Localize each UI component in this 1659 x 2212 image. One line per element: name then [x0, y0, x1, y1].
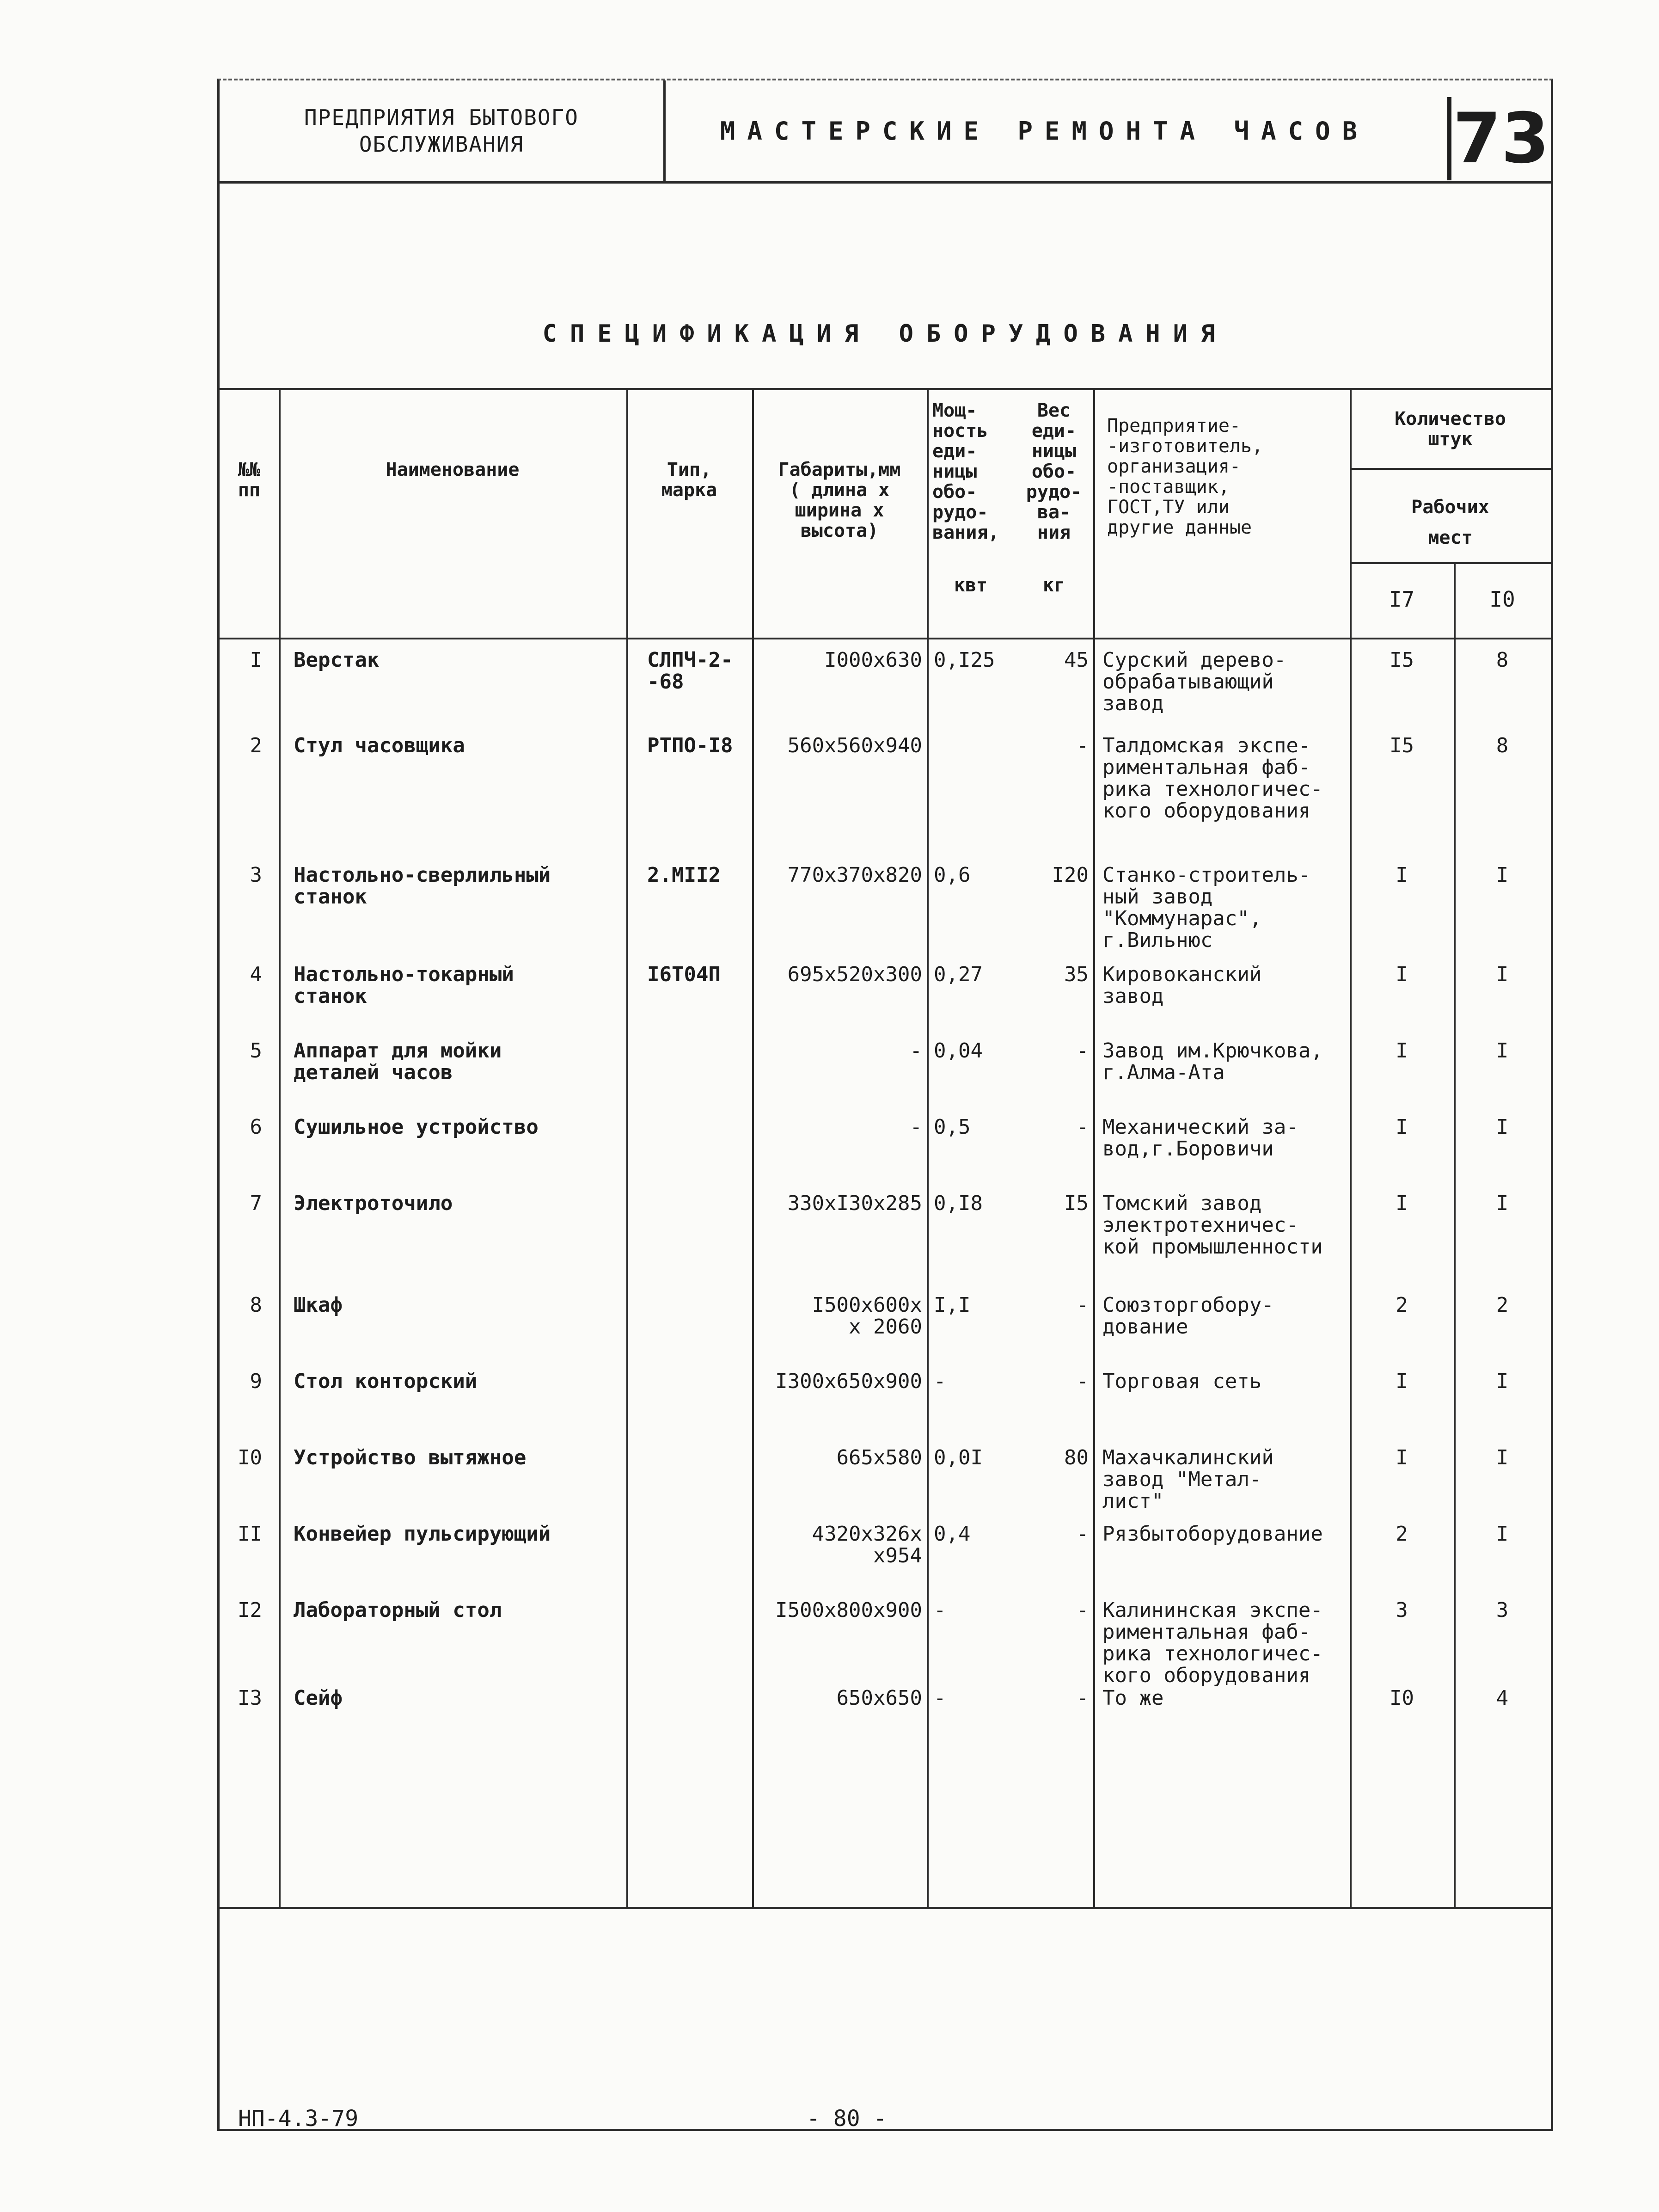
row-name: Устройство вытяжное: [294, 1446, 526, 1469]
header-dims: Габариты,мм ( длина х ширина х высота): [778, 459, 901, 541]
row-maker: Союзторгобору- дование: [1102, 1293, 1274, 1339]
row-power: -: [934, 1686, 946, 1710]
row-type: СЛПЧ-2- -68: [647, 648, 733, 694]
row-qty-10: I: [1496, 1522, 1509, 1546]
row-qty-17: 2: [1396, 1293, 1408, 1317]
row-power: 0,0I: [934, 1446, 983, 1469]
qty-header-line: [1350, 468, 1551, 470]
row-number: II: [238, 1522, 262, 1546]
row-qty-10: 8: [1496, 734, 1509, 757]
row-maker: Махачкалинский завод "Метал- лист": [1102, 1446, 1274, 1513]
row-qty-17: I: [1396, 1115, 1408, 1139]
row-qty-17: I: [1396, 1039, 1408, 1063]
row-name: Настольно-сверлильный станок: [294, 863, 551, 909]
header-name: Наименование: [386, 459, 520, 480]
row-type: РТПО-I8: [647, 734, 733, 757]
row-qty-17: 2: [1396, 1522, 1408, 1546]
row-qty-10: I: [1496, 1370, 1509, 1393]
row-power: 0,I8: [934, 1192, 983, 1215]
organization-cell: [220, 80, 666, 181]
row-name: Настольно-токарный станок: [294, 963, 514, 1008]
row-dimensions: 4320х326х х954: [812, 1522, 922, 1567]
row-weight: 45: [1064, 648, 1089, 672]
row-qty-10: 8: [1496, 648, 1509, 672]
row-dimensions: I300х650х900: [775, 1370, 922, 1393]
column-divider: [752, 390, 754, 1907]
row-number: I0: [238, 1446, 262, 1469]
row-maker: Станко-строитель- ный завод "Коммунарас", г.Вильнюс: [1102, 863, 1311, 952]
row-power: I,I: [934, 1293, 971, 1317]
row-power: 0,6: [934, 863, 971, 887]
document-title: МАСТЕРСКИЕ РЕМОНТА ЧАСОВ: [720, 116, 1370, 146]
row-type: I6Т04П: [647, 963, 721, 986]
row-weight: -: [1076, 734, 1089, 757]
row-maker: Торговая сеть: [1102, 1370, 1262, 1393]
row-maker: То же: [1102, 1686, 1164, 1710]
section-title: СПЕЦИФИКАЦИЯ ОБОРУДОВАНИЯ: [542, 320, 1228, 348]
column-divider: [1350, 390, 1352, 1907]
row-weight: I20: [1052, 863, 1089, 887]
row-qty-17: I: [1396, 1192, 1408, 1215]
row-qty-17: I: [1396, 863, 1408, 887]
row-dimensions: 695х520х300: [787, 963, 922, 986]
row-qty-10: 3: [1496, 1598, 1509, 1622]
row-dimensions: 330хI30х285: [787, 1192, 922, 1215]
row-weight: -: [1076, 1522, 1089, 1546]
sheet-number: 73: [1447, 97, 1551, 180]
row-number: 9: [250, 1370, 262, 1393]
header-qty: Количество штук: [1395, 408, 1506, 450]
row-qty-10: 2: [1496, 1293, 1509, 1317]
places-header-line: [1350, 562, 1551, 564]
row-maker: Механический за- вод,г.Боровичи: [1102, 1115, 1298, 1161]
row-number: I2: [238, 1598, 262, 1622]
row-power: 0,5: [934, 1115, 971, 1139]
organization-line-1: ПРЕДПРИЯТИЯ БЫТОВОГО: [304, 105, 579, 130]
row-power: -: [934, 1598, 946, 1622]
row-maker: Сурский дерево- обрабатывающий завод: [1102, 648, 1286, 715]
row-number: 4: [250, 963, 262, 986]
equipment-table: [220, 388, 1551, 1909]
title-block: [220, 80, 1551, 184]
row-dimensions: I000х630: [824, 648, 922, 672]
row-qty-17: I0: [1390, 1686, 1414, 1710]
row-name: Стол конторский: [294, 1370, 477, 1393]
header-bottom-line: [220, 638, 1551, 639]
organization-line-2: ОБСЛУЖИВАНИЯ: [359, 132, 524, 157]
row-qty-17: I: [1396, 1370, 1408, 1393]
row-name: Конвейер пульсирующий: [294, 1522, 551, 1546]
row-weight: -: [1076, 1293, 1089, 1317]
document-sheet: [217, 79, 1553, 2131]
header-power-unit: квт: [954, 575, 988, 596]
header-maker: Предприятие- -изготовитель, организация- -поставщик, ГОСТ,ТУ или другие данные: [1107, 415, 1263, 538]
row-qty-17: 3: [1396, 1598, 1408, 1622]
row-weight: -: [1076, 1686, 1089, 1710]
row-name: Верстак: [294, 648, 380, 672]
row-qty-10: 4: [1496, 1686, 1509, 1710]
row-dimensions: -: [910, 1039, 922, 1063]
page-number: - 80 -: [807, 2106, 887, 2132]
row-name: Лабораторный стол: [294, 1598, 502, 1622]
row-qty-17: I: [1396, 963, 1408, 986]
row-power: 0,4: [934, 1522, 971, 1546]
row-qty-10: I: [1496, 1039, 1509, 1063]
row-weight: -: [1076, 1598, 1089, 1622]
row-type: 2.МII2: [647, 863, 721, 887]
row-maker: Калининская экспе- риментальная фаб- рика технологичес- кого оборудования: [1102, 1598, 1323, 1687]
row-maker: Томский завод электротехничес- кой промышленности: [1102, 1192, 1323, 1259]
row-dimensions: I500х800х900: [775, 1598, 922, 1622]
row-name: Сейф: [294, 1686, 343, 1710]
row-number: I3: [238, 1686, 262, 1710]
row-qty-10: I: [1496, 863, 1509, 887]
header-weight: Вес еди- ницы обо- рудо- ва- ния: [1026, 400, 1082, 543]
row-qty-10: I: [1496, 1192, 1509, 1215]
row-dimensions: I500х600х х 2060: [812, 1293, 922, 1339]
header-qty-17: I7: [1389, 587, 1415, 612]
row-number: I: [250, 648, 262, 672]
row-dimensions: 650х650: [836, 1686, 922, 1710]
row-qty-10: I: [1496, 1446, 1509, 1469]
header-power: Мощ- ность еди- ницы обо- рудо- вания,: [932, 400, 999, 543]
row-number: 7: [250, 1192, 262, 1215]
row-qty-17: I: [1396, 1446, 1408, 1469]
row-weight: -: [1076, 1039, 1089, 1063]
row-weight: -: [1076, 1115, 1089, 1139]
row-dimensions: -: [910, 1115, 922, 1139]
row-number: 6: [250, 1115, 262, 1139]
column-divider: [927, 390, 929, 1907]
row-name: Электроточило: [294, 1192, 453, 1215]
row-weight: 35: [1064, 963, 1089, 986]
row-maker: Завод им.Крючкова, г.Алма-Ата: [1102, 1039, 1323, 1084]
row-weight: -: [1076, 1370, 1089, 1393]
row-number: 2: [250, 734, 262, 757]
row-name: Сушильное устройство: [294, 1115, 539, 1139]
header-type: Тип, марка: [661, 459, 717, 501]
row-qty-10: I: [1496, 1115, 1509, 1139]
header-qty-10: I0: [1489, 587, 1515, 612]
header-num: №№ пп: [238, 459, 261, 501]
row-qty-10: I: [1496, 963, 1509, 986]
row-number: 3: [250, 863, 262, 887]
row-number: 5: [250, 1039, 262, 1063]
row-weight: I5: [1064, 1192, 1089, 1215]
header-weight-unit: кг: [1042, 575, 1065, 596]
row-number: 8: [250, 1293, 262, 1317]
row-dimensions: 560х560х940: [787, 734, 922, 757]
column-divider: [1093, 390, 1095, 1907]
header-workplaces: Рабочих мест: [1411, 497, 1489, 548]
row-name: Аппарат для мойки деталей часов: [294, 1039, 502, 1084]
row-maker: Рязбытоборудование: [1102, 1522, 1323, 1546]
document-code: НП-4.3-79: [238, 2106, 359, 2132]
row-power: 0,27: [934, 963, 983, 986]
row-qty-17: I5: [1390, 734, 1414, 757]
row-qty-17: I5: [1390, 648, 1414, 672]
column-divider: [279, 390, 281, 1907]
column-divider: [626, 390, 628, 1907]
row-dimensions: 665х580: [836, 1446, 922, 1469]
row-weight: 80: [1064, 1446, 1089, 1469]
row-name: Шкаф: [294, 1293, 343, 1317]
row-power: 0,I25: [934, 648, 995, 672]
row-power: 0,04: [934, 1039, 983, 1063]
row-maker: Кировоканский завод: [1102, 963, 1262, 1008]
row-power: -: [934, 1370, 946, 1393]
row-dimensions: 770х370х820: [787, 863, 922, 887]
row-name: Стул часовщика: [294, 734, 465, 757]
row-maker: Талдомская экспе- риментальная фаб- рика технологичес- кого оборудования: [1102, 734, 1323, 823]
